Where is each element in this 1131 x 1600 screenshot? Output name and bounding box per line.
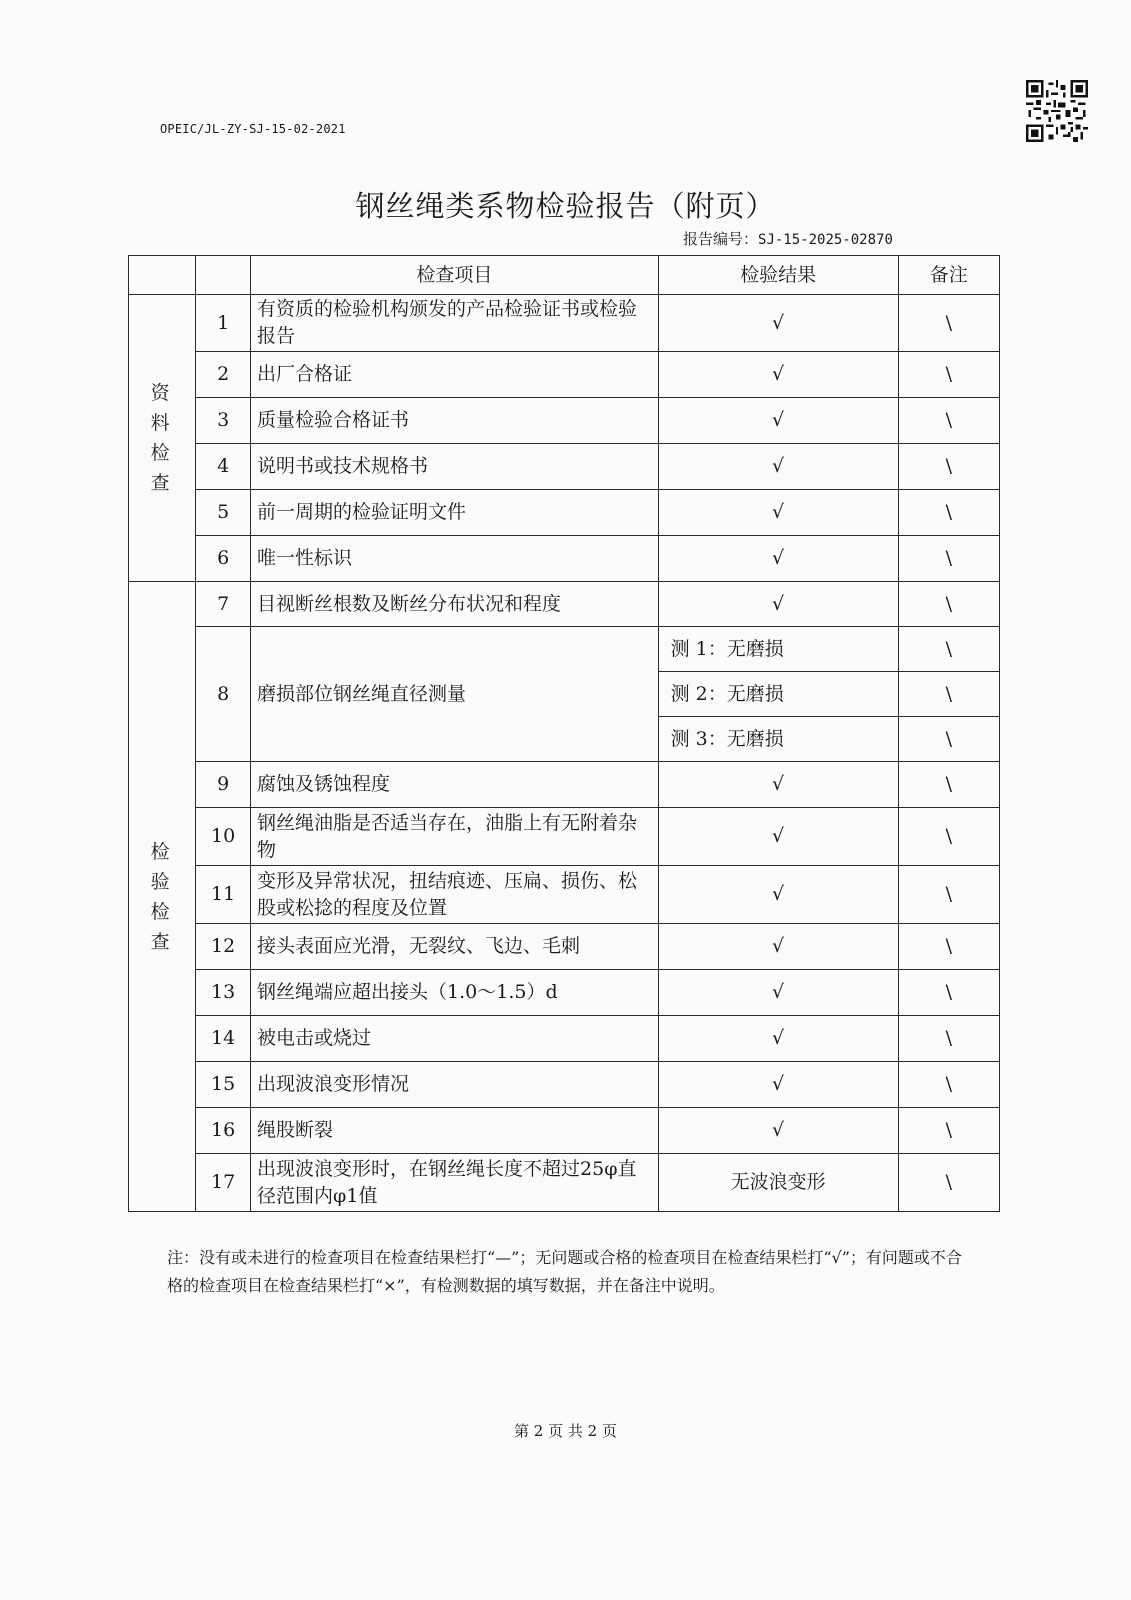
- row-item: 目视断丝根数及断丝分布状况和程度: [251, 582, 659, 627]
- row-item: 被电击或烧过: [251, 1016, 659, 1062]
- header-num-cell: [196, 256, 251, 295]
- row-result: √: [658, 352, 898, 398]
- group-name: 资料检查: [150, 382, 174, 494]
- row-number: 8: [196, 627, 251, 762]
- table-row: [129, 762, 1000, 808]
- row-result: √: [658, 490, 898, 536]
- table-row: [129, 295, 1000, 352]
- row-remark: \: [898, 762, 999, 808]
- table-row: [129, 1016, 1000, 1062]
- row-number: 16: [196, 1108, 251, 1154]
- row-remark: \: [898, 866, 999, 924]
- row-remark: \: [898, 970, 999, 1016]
- row-item: 出现波浪变形时，在钢丝绳长度不超过25φ直径范围内φ1值: [251, 1154, 659, 1212]
- row-remark: \: [898, 627, 999, 672]
- row-result: √: [658, 924, 898, 970]
- row-remark: \: [898, 924, 999, 970]
- inspection-table: [128, 255, 1000, 1212]
- row-item: 质量检验合格证书: [251, 398, 659, 444]
- row-item: 钢丝绳油脂是否适当存在，油脂上有无附着杂物: [251, 808, 659, 866]
- row-item: 绳股断裂: [251, 1108, 659, 1154]
- row-remark: \: [898, 295, 999, 352]
- table-row: [129, 866, 1000, 924]
- group-name: 检验检查: [150, 840, 174, 953]
- row-item: 变形及异常状况，扭结痕迹、压扁、损伤、松股或松捻的程度及位置: [251, 866, 659, 924]
- table-row: [129, 582, 1000, 627]
- row-number: 9: [196, 762, 251, 808]
- table-row: [129, 627, 1000, 672]
- table-row: [129, 1154, 1000, 1212]
- row-number: 10: [196, 808, 251, 866]
- row-remark: \: [898, 1062, 999, 1108]
- row-result: √: [658, 762, 898, 808]
- row-result: 测 1：无磨损: [658, 627, 898, 672]
- row-result: √: [658, 295, 898, 352]
- table-row: [129, 1062, 1000, 1108]
- report-number-value: SJ-15-2025-02870: [758, 232, 893, 248]
- row-remark: \: [898, 490, 999, 536]
- row-item: 接头表面应光滑，无裂纹、飞边、毛刺: [251, 924, 659, 970]
- row-remark: \: [898, 444, 999, 490]
- row-number: 7: [196, 582, 251, 627]
- table-row: [129, 808, 1000, 866]
- group-label: [129, 582, 196, 1212]
- row-number: 13: [196, 970, 251, 1016]
- row-item: 腐蚀及锈蚀程度: [251, 762, 659, 808]
- row-result: √: [658, 1108, 898, 1154]
- row-result: √: [658, 536, 898, 582]
- row-remark: \: [898, 717, 999, 762]
- header-remark-cell: 备注: [898, 256, 999, 295]
- row-result: √: [658, 1016, 898, 1062]
- row-remark: \: [898, 1108, 999, 1154]
- row-item: 有资质的检验机构颁发的产品检验证书或检验报告: [251, 295, 659, 352]
- report-title: 钢丝绳类系物检验报告（附页）: [355, 189, 776, 223]
- row-number: 5: [196, 490, 251, 536]
- row-number: 17: [196, 1154, 251, 1212]
- qr-code-icon: [1026, 80, 1088, 142]
- row-number: 6: [196, 536, 251, 582]
- table-row: [129, 1108, 1000, 1154]
- row-item: 说明书或技术规格书: [251, 444, 659, 490]
- table-row: [129, 970, 1000, 1016]
- row-remark: \: [898, 1016, 999, 1062]
- table-row: [129, 536, 1000, 582]
- row-result: √: [658, 808, 898, 866]
- row-item: 磨损部位钢丝绳直径测量: [251, 627, 659, 762]
- group-label: [129, 295, 196, 582]
- row-result: √: [658, 1062, 898, 1108]
- header-result-cell: 检验结果: [658, 256, 898, 295]
- row-item: 出厂合格证: [251, 352, 659, 398]
- row-number: 3: [196, 398, 251, 444]
- row-number: 4: [196, 444, 251, 490]
- table-row: [129, 490, 1000, 536]
- page-number: 第 2 页 共 2 页: [514, 1422, 617, 1440]
- row-number: 2: [196, 352, 251, 398]
- row-remark: \: [898, 1154, 999, 1212]
- row-number: 12: [196, 924, 251, 970]
- row-result: √: [658, 866, 898, 924]
- row-item: 前一周期的检验证明文件: [251, 490, 659, 536]
- header-item-cell: 检查项目: [251, 256, 659, 295]
- row-remark: \: [898, 398, 999, 444]
- row-number: 1: [196, 295, 251, 352]
- row-result: 测 2：无磨损: [658, 672, 898, 717]
- row-result: √: [658, 398, 898, 444]
- table-row: [129, 924, 1000, 970]
- row-result: √: [658, 970, 898, 1016]
- table-row: [129, 352, 1000, 398]
- document-code: OPEIC/JL-ZY-SJ-15-02-2021: [160, 122, 346, 136]
- row-result: 测 3：无磨损: [658, 717, 898, 762]
- row-number: 14: [196, 1016, 251, 1062]
- row-result: √: [658, 582, 898, 627]
- row-item: 钢丝绳端应超出接头（1.0～1.5）d: [251, 970, 659, 1016]
- report-number-label: 报告编号：: [683, 230, 759, 248]
- report-number: [683, 228, 893, 249]
- row-result: 无波浪变形: [658, 1154, 898, 1212]
- row-remark: \: [898, 672, 999, 717]
- row-item: 唯一性标识: [251, 536, 659, 582]
- table-row: [129, 444, 1000, 490]
- table-header-row: [129, 256, 1000, 295]
- row-item: 出现波浪变形情况: [251, 1062, 659, 1108]
- row-remark: \: [898, 808, 999, 866]
- header-group-cell: [129, 256, 196, 295]
- row-remark: \: [898, 352, 999, 398]
- row-number: 15: [196, 1062, 251, 1108]
- table-note: 注：没有或未进行的检查项目在检查结果栏打“—”；无问题或合格的检查项目在检查结果栏打“√”；有问题或不合格的检查项目在检查结果栏打“×”，有检测数据的填写数据，并在备注中说明。: [167, 1248, 962, 1295]
- row-remark: \: [898, 582, 999, 627]
- table-row: [129, 398, 1000, 444]
- row-number: 11: [196, 866, 251, 924]
- row-remark: \: [898, 536, 999, 582]
- row-result: √: [658, 444, 898, 490]
